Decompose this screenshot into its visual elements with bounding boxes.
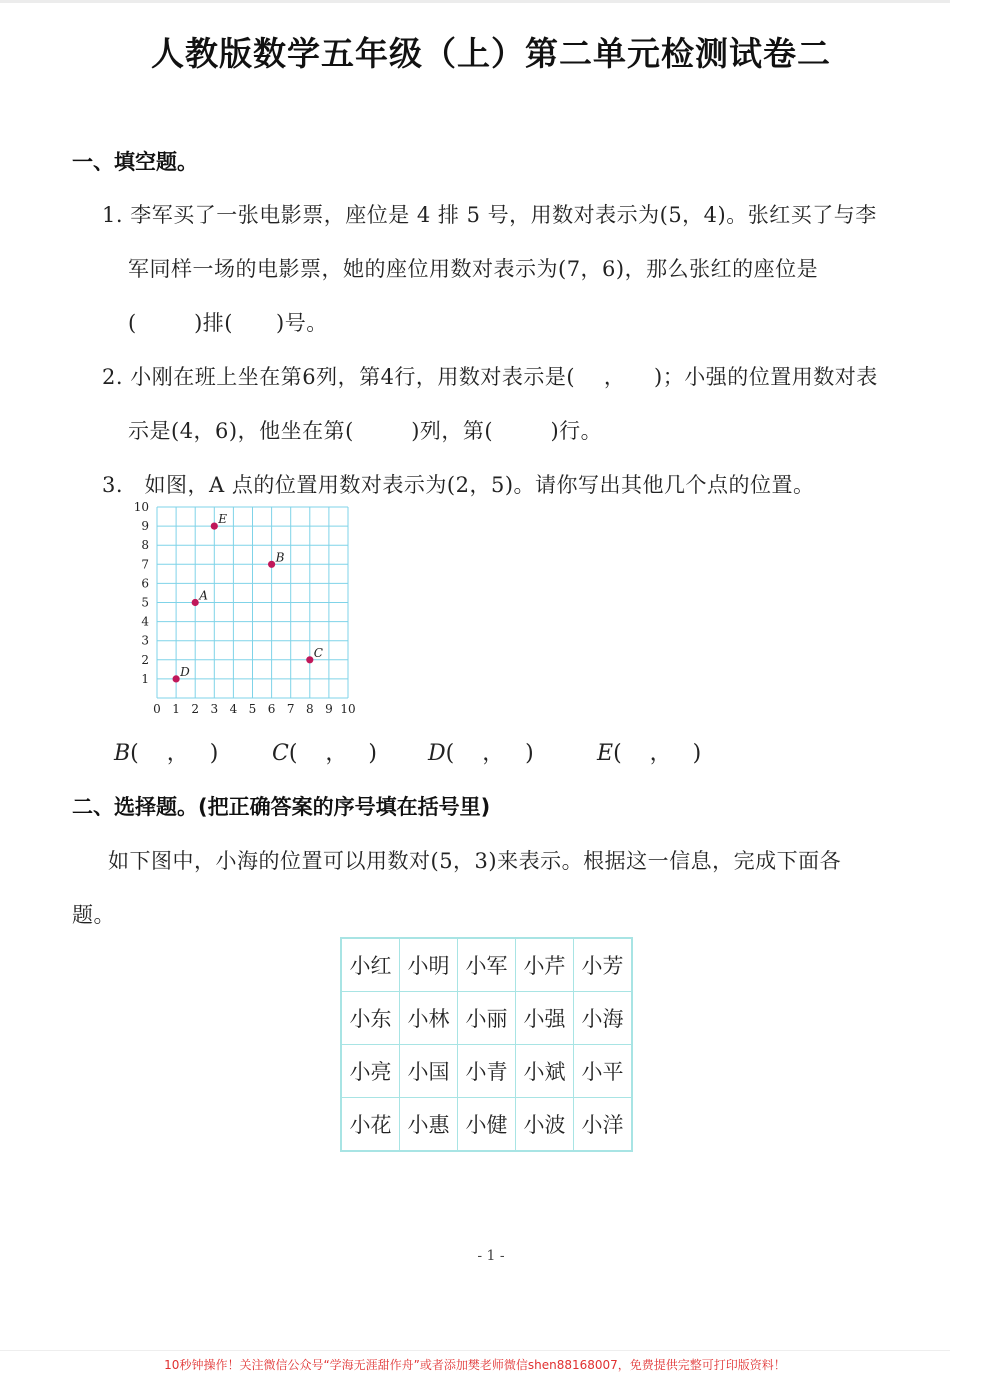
seat-cell: 小军 bbox=[458, 938, 516, 992]
promo-footer: 10秒钟操作！关注微信公众号“学海无涯甜作舟”或者添加樊老师微信shen88168007，免费提供完整可打印版资料！ bbox=[164, 1358, 786, 1372]
point-label-c: C bbox=[313, 645, 323, 660]
answer-b-blank: ( ， ) bbox=[130, 741, 219, 766]
seat-cell: 小芳 bbox=[574, 938, 633, 992]
seat-cell: 小青 bbox=[458, 1045, 516, 1098]
seat-cell: 小亮 bbox=[341, 1045, 400, 1098]
seat-cell: 小斌 bbox=[516, 1045, 574, 1098]
question-3-line-1: 3. 如图，A 点的位置用数对表示为(2，5)。请你写出其他几个点的位置。 bbox=[102, 473, 815, 497]
seat-cell: 小红 bbox=[341, 938, 400, 992]
point-a bbox=[192, 599, 199, 606]
page-title: 人教版数学五年级（上）第二单元检测试卷二 bbox=[151, 34, 831, 73]
seat-cell: 小芹 bbox=[516, 938, 574, 992]
section-2-intro-line-1: 如下图中，小海的位置可以用数对(5，3)来表示。根据这一信息，完成下面各 bbox=[108, 849, 842, 873]
seat-cell: 小丽 bbox=[458, 992, 516, 1045]
top-rule bbox=[0, 0, 950, 3]
section-2-intro-line-2: 题。 bbox=[72, 903, 115, 927]
seating-table bbox=[340, 937, 633, 1152]
x-tick-label: 6 bbox=[267, 702, 276, 716]
y-tick-label: 6 bbox=[141, 576, 149, 591]
point-label-a: A bbox=[199, 588, 208, 603]
point-label-e: E bbox=[218, 512, 228, 527]
x-tick-label: 8 bbox=[305, 702, 314, 716]
x-tick-label: 10 bbox=[340, 702, 356, 716]
page-number: - 1 - bbox=[477, 1248, 505, 1264]
question-1-line-2: 军同样一场的电影票，她的座位用数对表示为(7，6)，那么张红的座位是 bbox=[128, 257, 819, 281]
seat-cell: 小强 bbox=[516, 992, 574, 1045]
seat-cell: 小洋 bbox=[574, 1098, 633, 1152]
point-e bbox=[211, 523, 218, 530]
table-row bbox=[341, 1045, 632, 1098]
y-tick-label: 1 bbox=[141, 671, 149, 686]
answer-d bbox=[428, 736, 534, 767]
point-b bbox=[268, 561, 275, 568]
seat-cell: 小东 bbox=[341, 992, 400, 1045]
question-2-line-1: 2. 小刚在班上坐在第6列，第4行，用数对表示是( ， )；小强的位置用数对表 bbox=[102, 365, 878, 389]
seat-cell: 小波 bbox=[516, 1098, 574, 1152]
answer-b-label: B bbox=[114, 741, 131, 766]
table-row bbox=[341, 938, 632, 992]
y-tick-label: 9 bbox=[141, 519, 149, 534]
x-tick-label: 9 bbox=[325, 702, 333, 716]
x-tick-label: 1 bbox=[172, 702, 180, 716]
question-1-line-3: ( )排( )号。 bbox=[128, 311, 328, 335]
answer-e bbox=[597, 736, 701, 767]
answer-c bbox=[272, 736, 377, 767]
x-tick-label: 0 bbox=[153, 702, 161, 716]
coordinate-grid bbox=[124, 500, 364, 717]
point-d bbox=[173, 675, 180, 682]
table-row bbox=[341, 992, 632, 1045]
seat-cell: 小林 bbox=[400, 992, 458, 1045]
question-1-line-1: 1. 李军买了一张电影票，座位是 4 排 5 号，用数对表示为(5，4)。张红买了与李 bbox=[102, 203, 877, 227]
seat-cell: 小健 bbox=[458, 1098, 516, 1152]
y-tick-label: 7 bbox=[141, 557, 149, 572]
seat-cell: 小国 bbox=[400, 1045, 458, 1098]
answer-b bbox=[114, 736, 218, 767]
question-2-line-2: 示是(4，6)，他坐在第( )列，第( )行。 bbox=[128, 419, 603, 443]
x-tick-label: 7 bbox=[286, 702, 295, 716]
x-tick-label: 5 bbox=[248, 702, 257, 716]
x-tick-label: 3 bbox=[210, 702, 219, 716]
section-heading-fill-in: 一、填空题。 bbox=[72, 150, 198, 174]
answer-c-blank: ( ， ) bbox=[288, 741, 377, 766]
x-tick-label: 4 bbox=[229, 702, 238, 716]
answer-d-blank: ( ， ) bbox=[445, 741, 534, 766]
y-tick-label: 8 bbox=[141, 538, 149, 553]
seat-cell: 小平 bbox=[574, 1045, 633, 1098]
seat-cell: 小惠 bbox=[400, 1098, 458, 1152]
section-heading-choice: 二、选择题。(把正确答案的序号填在括号里) bbox=[72, 795, 491, 819]
y-tick-label: 3 bbox=[141, 633, 149, 648]
answer-e-label: E bbox=[597, 741, 614, 766]
x-tick-label: 2 bbox=[191, 702, 200, 716]
answer-d-label: D bbox=[428, 741, 446, 766]
table-row bbox=[341, 1098, 632, 1152]
seat-cell: 小明 bbox=[400, 938, 458, 992]
y-tick-label: 10 bbox=[133, 500, 149, 514]
answer-c-label: C bbox=[272, 741, 289, 766]
seat-cell: 小海 bbox=[574, 992, 633, 1045]
point-label-b: B bbox=[275, 550, 285, 565]
seat-cell: 小花 bbox=[341, 1098, 400, 1152]
point-label-d: D bbox=[180, 664, 190, 679]
point-c bbox=[306, 656, 313, 663]
y-tick-label: 5 bbox=[141, 595, 149, 610]
footer-rule bbox=[0, 1350, 950, 1351]
y-tick-label: 2 bbox=[141, 652, 149, 667]
y-tick-label: 4 bbox=[141, 614, 149, 629]
coordinate-grid-svg bbox=[124, 500, 364, 717]
answer-e-blank: ( ， ) bbox=[613, 741, 702, 766]
